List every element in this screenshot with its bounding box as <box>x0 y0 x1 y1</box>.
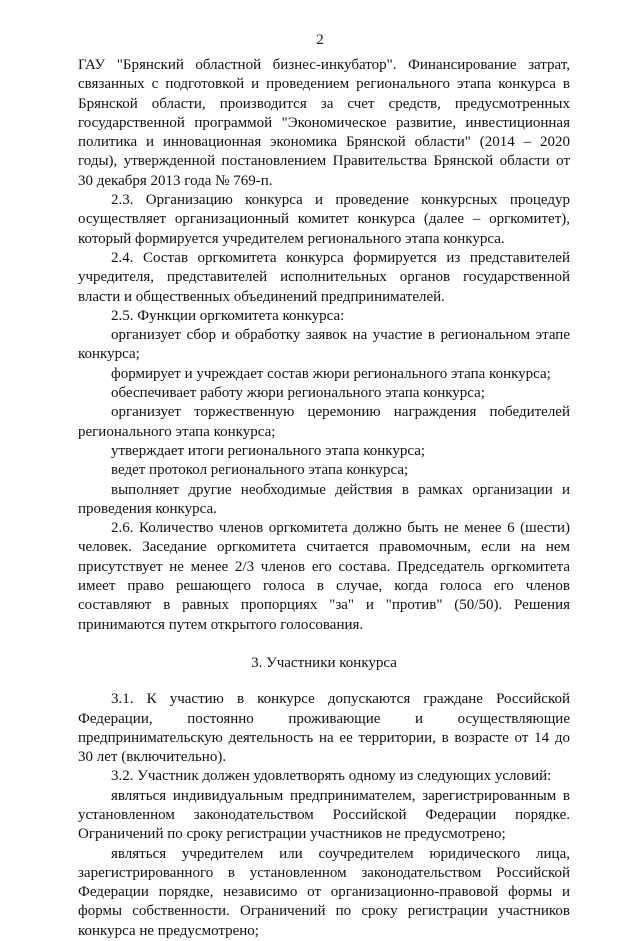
section-heading-participants: 3. Участники конкурса <box>251 654 397 671</box>
list-item-function: формирует и учреждает состав жюри регионального этапа конкурса; <box>111 365 551 382</box>
list-item-function: обеспечивает работу жюри регионального этапа конкурса; <box>111 385 485 402</box>
list-item-function: утверждает итоги регионального этапа конкурса; <box>111 442 426 459</box>
list-item-condition: являться индивидуальным предпринимателем, зарегистрированным в установленном законодательством Российской Федерации порядке. Ограничений по сроку регистрации участников не предусмотрено; <box>78 787 570 843</box>
paragraph-2-3: 2.3. Организацию конкурса и проведение конкурсных процедур осуществляет организационный комитет конкурса (далее – оргкомитет), который формируется учредителем регионального этапа конкурса. <box>78 192 570 247</box>
paragraph-2-5: 2.5. Функции оргкомитета конкурса: <box>111 307 345 324</box>
list-item-function: выполняет другие необходимые действия в рамках организации и проведения конкурса. <box>78 481 570 517</box>
list-item-function: ведет протокол регионального этапа конкурса; <box>111 462 409 479</box>
paragraph-financing: ГАУ "Брянский областной бизнес-инкубатор". Финансирование затрат, связанных с подготовкой и проведением регионального этапа конкурса в Брянской области, производится за счет средств, предусмотренных государственной программой "Экономическое развитие, инвестиционная политика и инновационная экономика Брянской области" (2014 – 2020 годы), утвержденной постановлением Правительства Брянской области от 30 декабря 2013 года № 769-п. <box>78 57 570 189</box>
list-item-condition: являться учредителем или соучредителем юридического лица, зарегистрированного в установленном законодательством Российской Федерации порядке, независимо от организационно-правовой формы и формы собственности. Ограничений по сроку регистрации участников конкурса не предусмотрено; <box>78 845 570 939</box>
paragraph-2-6: 2.6. Количество членов оргкомитета должно быть не менее 6 (шести) человек. Заседание оргкомитета считается правомочным, если на нем присутствует не менее 2/3 членов его состава. Председатель оргкомитета имеет право решающего голоса в случае, когда голоса его членов составляют в равных пропорциях "за" и "против" (50/50). Решения принимаются путем открытого голосования. <box>78 520 570 633</box>
page-number: 2 <box>316 32 324 48</box>
list-item-function: организует сбор и обработку заявок на участие в региональном этапе конкурса; <box>78 327 570 363</box>
paragraph-2-4: 2.4. Состав оргкомитета конкурса формируется из представителей учредителя, представителей исполнительных органов государственной власти и общественных объединений предпринимателей. <box>78 249 570 305</box>
paragraph-3-2: 3.2. Участник должен удовлетворять одному из следующих условий: <box>111 768 552 785</box>
list-item-function: организует торжественную церемонию награждения победителей регионального этапа конкурса; <box>78 404 570 440</box>
document-body <box>78 56 570 941</box>
paragraph-3-1: 3.1. К участию в конкурсе допускаются граждане Российской Федерации, постоянно проживающие и осуществляющие предпринимательскую деятельность на ее территории, в возрасте от 14 до 30 лет (включительно). <box>78 691 570 766</box>
